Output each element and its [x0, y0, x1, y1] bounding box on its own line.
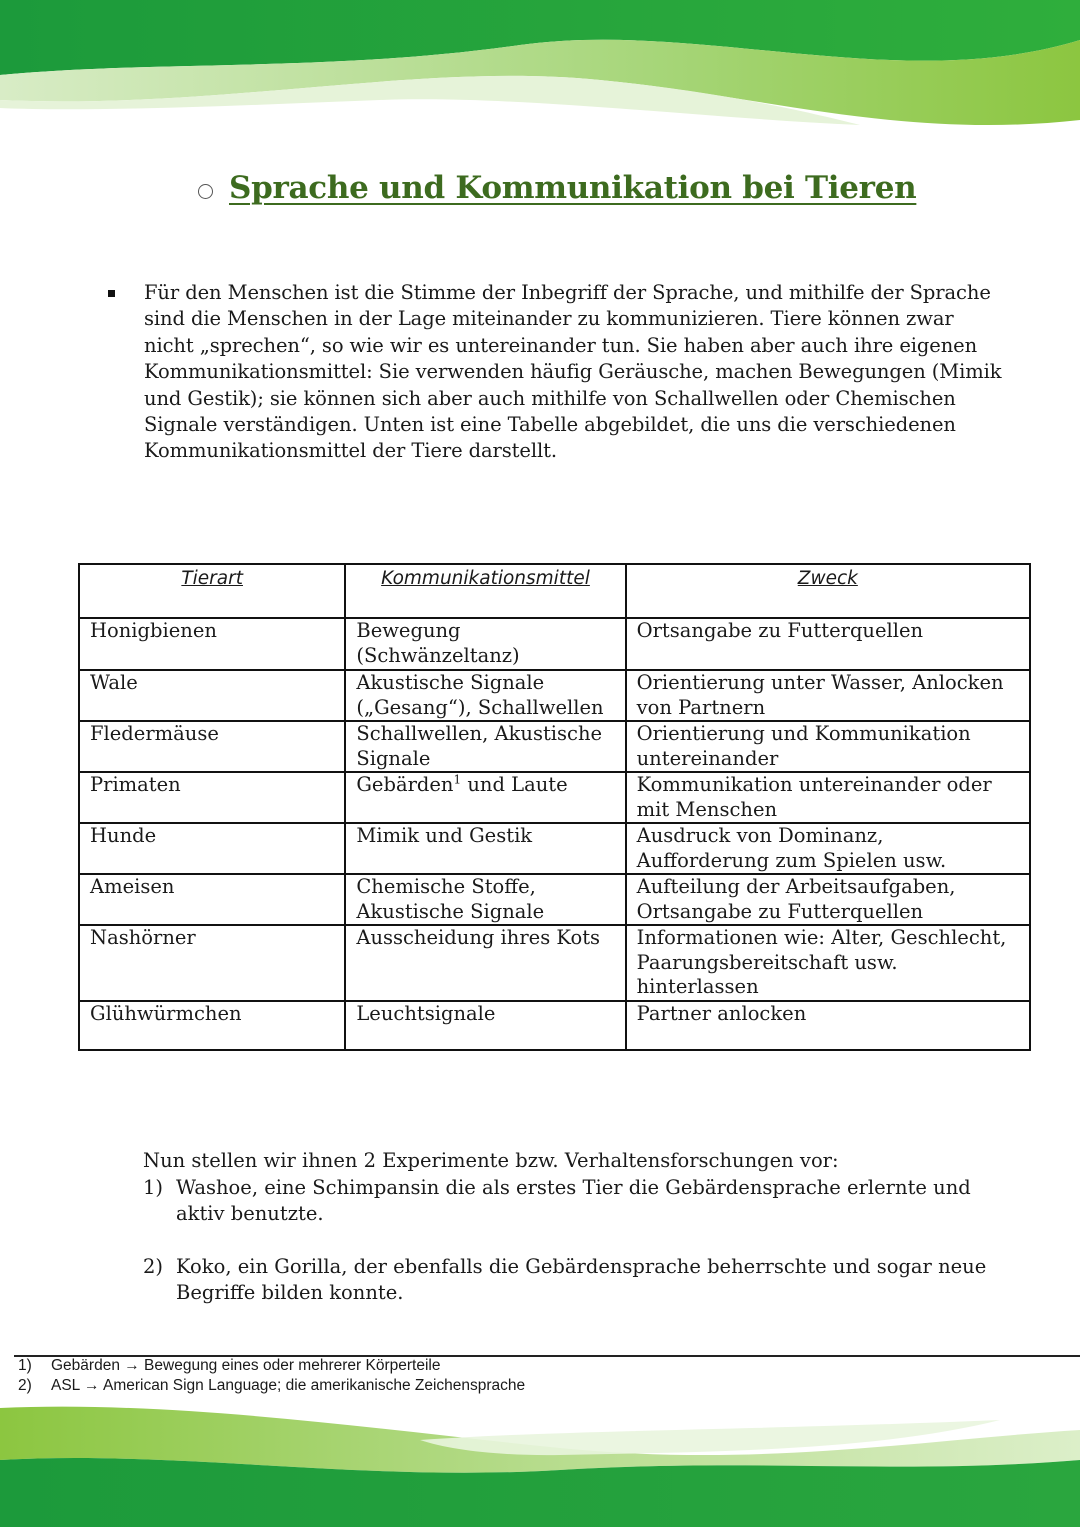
experiments-intro: Nun stellen wir ihnen 2 Experimente bzw. Verhaltensforschungen vor: — [143, 1149, 839, 1172]
cell-animal: Hunde — [79, 823, 345, 874]
list-item-number: 2) — [143, 1254, 164, 1278]
list-item-number: 1) — [143, 1175, 164, 1199]
cell-means: Ausscheidung ihres Kots — [345, 925, 625, 1001]
square-bullet-icon — [108, 290, 115, 297]
experiments-list — [143, 1175, 1023, 1307]
table-row — [79, 721, 1030, 772]
communication-table — [78, 563, 1031, 1051]
list-item-text: Washoe, eine Schimpansin die als erstes Tier die Gebärdensprache erlernte und aktiv benutzte. — [176, 1175, 971, 1225]
cell-means: Mimik und Gestik — [345, 823, 625, 874]
cell-purpose: Orientierung und Kommunikation untereinander — [626, 721, 1030, 772]
table-row — [79, 618, 1030, 670]
bottom-wave-decoration — [0, 1400, 1080, 1527]
cell-purpose: Partner anlocken — [626, 1001, 1030, 1050]
column-header-zweck: Zweck — [626, 564, 1030, 618]
table-header-row — [79, 564, 1030, 618]
cell-means — [345, 772, 625, 823]
top-wave-decoration — [0, 0, 1080, 140]
column-header-tierart: Tierart — [79, 564, 345, 618]
footnote-text: Gebärden → Bewegung eines oder mehrerer Körperteile — [51, 1357, 441, 1374]
cell-purpose: Kommunikation untereinander oder mit Menschen — [626, 772, 1030, 823]
cell-means: Leuchtsignale — [345, 1001, 625, 1050]
intro-text: Für den Menschen ist die Stimme der Inbegriff der Sprache, und mithilfe der Sprache sind die Menschen in der Lage miteinander zu kommunizieren. Tiere können zwar nicht „sprechen“, so wie wir es untereinander tun. Sie haben aber auch ihre eigenen Kommunikationsmittel: Sie verwenden häufig Geräusche, machen Bewegungen (Mimik und Gestik); sie können sich aber auch mithilfe von Schallwellen oder Chemischen Signale verständigen. Unten ist eine Tabelle abgebildet, die uns die verschiedenen Kommunikationsmittel der Tiere darstellt. — [144, 281, 1002, 463]
footnote-text: ASL → American Sign Language; die amerikanische Zeichensprache — [51, 1377, 526, 1394]
footnotes — [18, 1356, 1018, 1396]
cell-means: Bewegung (Schwänzeltanz) — [345, 618, 625, 670]
table-row — [79, 823, 1030, 874]
cell-animal: Fledermäuse — [79, 721, 345, 772]
cell-animal: Nashörner — [79, 925, 345, 1001]
experiments-section — [143, 1148, 1023, 1307]
cell-purpose: Informationen wie: Alter, Geschlecht, Paarungsbereitschaft usw. hinterlassen — [626, 925, 1030, 1001]
footnote-marker: 1 — [453, 772, 462, 787]
title-row — [198, 170, 998, 206]
list-item-text: Koko, ein Gorilla, der ebenfalls die Gebärdensprache beherrschte und sogar neue Begriffe bilden konnte. — [176, 1254, 987, 1304]
column-header-kommunikationsmittel: Kommunikationsmittel — [345, 564, 625, 618]
cell-means: Schallwellen, Akustische Signale — [345, 721, 625, 772]
cell-animal: Primaten — [79, 772, 345, 823]
table-row — [79, 925, 1030, 1001]
cell-purpose: Orientierung unter Wasser, Anlocken von Partnern — [626, 670, 1030, 721]
list-item — [143, 1175, 1023, 1228]
intro-paragraph — [108, 280, 1008, 465]
footnote-number: 1) — [18, 1357, 32, 1374]
footnote — [18, 1356, 1018, 1376]
cell-animal: Honigbienen — [79, 618, 345, 670]
cell-purpose: Ortsangabe zu Futterquellen — [626, 618, 1030, 670]
table-row — [79, 1001, 1030, 1050]
circle-bullet-icon — [198, 184, 213, 199]
cell-purpose: Ausdruck von Dominanz, Aufforderung zum Spielen usw. — [626, 823, 1030, 874]
cell-animal: Wale — [79, 670, 345, 721]
table-row — [79, 772, 1030, 823]
cell-means-text: Gebärden — [356, 773, 454, 796]
cell-purpose: Aufteilung der Arbeitsaufgaben, Ortsangabe zu Futterquellen — [626, 874, 1030, 925]
footnote — [18, 1376, 1018, 1396]
cell-means: Akustische Signale („Gesang“), Schallwellen — [345, 670, 625, 721]
cell-means-text-after: und Laute — [461, 773, 568, 796]
footnote-number: 2) — [18, 1377, 32, 1394]
cell-animal: Ameisen — [79, 874, 345, 925]
page-title: Sprache und Kommunikation bei Tieren — [229, 170, 917, 206]
cell-means: Chemische Stoffe, Akustische Signale — [345, 874, 625, 925]
list-item — [143, 1254, 1023, 1307]
cell-animal: Glühwürmchen — [79, 1001, 345, 1050]
table-row — [79, 874, 1030, 925]
table-row — [79, 670, 1030, 721]
